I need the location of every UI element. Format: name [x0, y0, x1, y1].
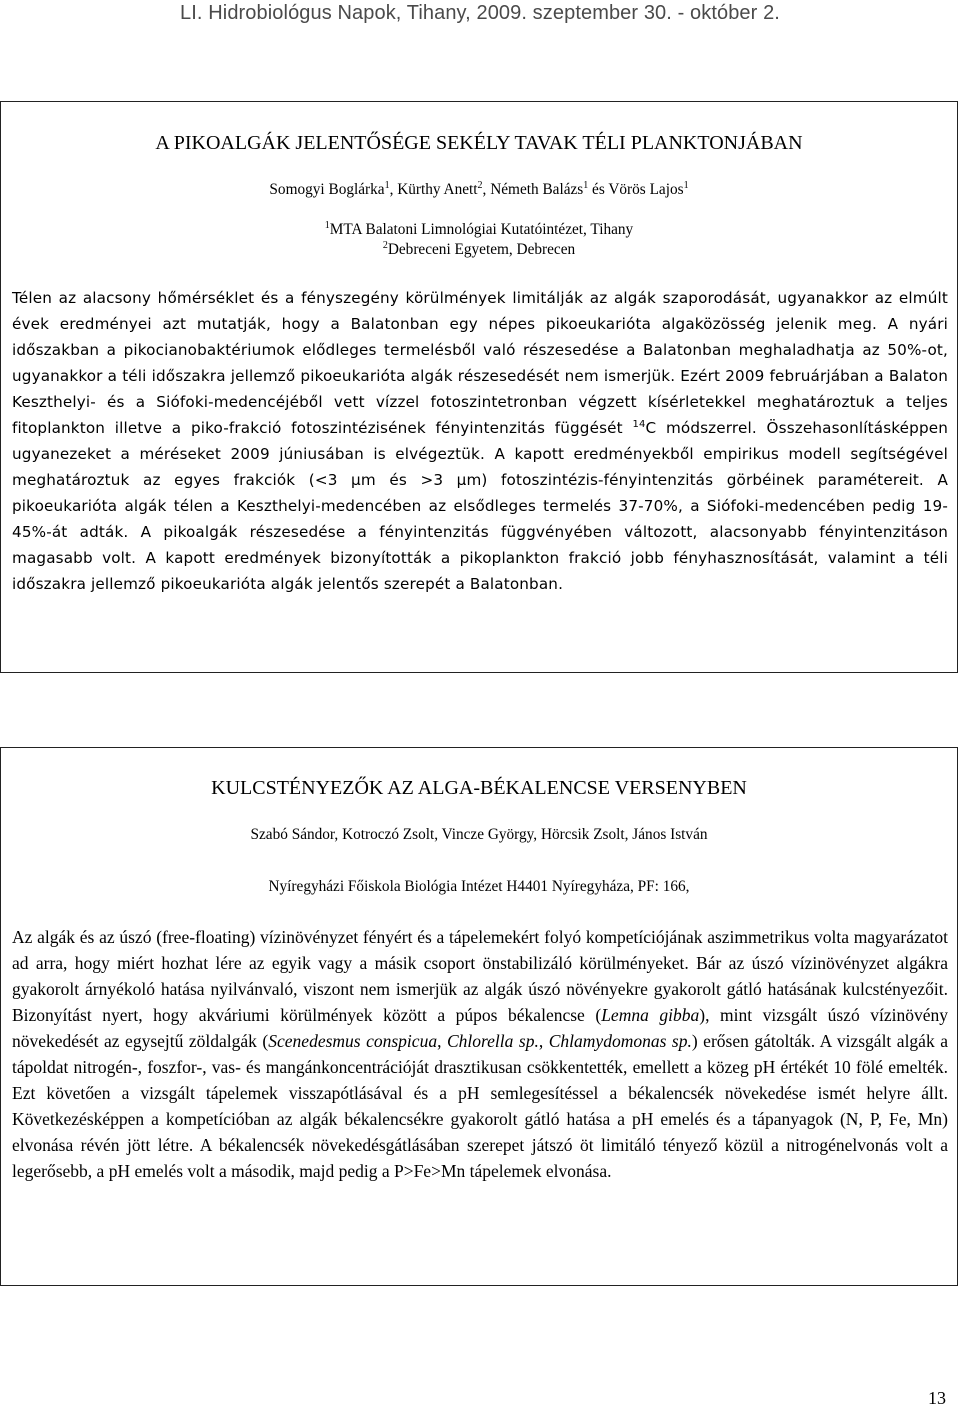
affiliation-marker: 2: [477, 179, 483, 191]
author: Németh Balázs: [490, 181, 584, 198]
abstract-title: KULCSTÉNYEZŐK AZ ALGA-BÉKALENCSE VERSENYBEN: [211, 777, 747, 799]
affiliation: Nyíregyházi Főiskola Biológia Intézet H4401 Nyíregyháza, PF: 166,: [268, 878, 690, 895]
affiliation-marker: 1: [583, 179, 589, 191]
affiliation-marker: 1: [384, 179, 390, 191]
abstract-text: ), mint vizsgált úszó vízinövény növekedését az egysejtű zöldalgák (: [12, 1005, 949, 1051]
author-list: [1, 181, 957, 199]
author-list: Szabó Sándor, Kotroczó Zsolt, Vincze György, Hörcsik Zsolt, János István: [250, 826, 708, 843]
abstract-body: [12, 285, 948, 597]
author-separator: ,: [389, 181, 398, 198]
author: Somogyi Boglárka: [269, 181, 385, 198]
abstract-body: [12, 924, 948, 1184]
abstract-text: ,: [538, 1031, 549, 1051]
abstract-title: A PIKOALGÁK JELENTŐSÉGE SEKÉLY TAVAK TÉLI PLANKTONJÁBAN: [155, 132, 803, 154]
affiliation-list: [1, 220, 957, 260]
abstract-text: ) erősen gátolták. A vizsgált algák a tápoldat nitrogén-, foszfor-, vas- és mangánkoncentrációját drasztikusan csökkentették, emellett a közeg pH értékét 10 fölé emelték. Ezt követően a vizsgált tápelemek visszapótlásával és a pH semlegesítéssel a békalencsék növekedése ismét helyre állt. Következésképpen a kompetícióban az algák békalencsékre gyakorolt gátló hatása a pH emelés és a tápanyagok (N, P, Fe, Mn) elvonása révén jött létre. A békalencsék növekedésgátlásában szerepet játszó öt limitáló tényező közül a nitrogénelvonás volt a legerősebb, a pH emelés volt a második, majd pedig a P>Fe>Mn tápelemek elvonása.: [12, 1031, 948, 1181]
author-separator: és: [588, 181, 609, 198]
isotope-superscript: 14: [632, 418, 646, 430]
abstract-box-2: [0, 747, 958, 1286]
affiliation-marker: 2: [382, 239, 388, 251]
affiliation-text: MTA Balatoni Limnológiai Kutatóintézet, Tihany: [329, 221, 634, 238]
species-name: Chlamydomonas sp.: [548, 1031, 692, 1051]
author-separator: ,: [482, 181, 491, 198]
affiliation: [1, 240, 957, 260]
author: Vörös Lajos: [608, 181, 684, 198]
species-name: Scenedesmus conspicua: [268, 1031, 438, 1051]
abstract-text: Az algák és az úszó (free-floating) vízinövényzet fényért és a tápelemekért folyó kompetíciójának aszimmetrikus volta magyarázatot ad arra, hogy miért hozhat lére az egyik vagy a másik csoport önstabilizáló körülményeket. Bár az úszó vízinövényzet algákra gyakorolt árnyékoló hatása nyilvánvaló, viszont nem ismerjük az algák úszó növényekre gyakorolt gátló hatásának kulcstényezőit. Bizonyítást nyert, hogy akváriumi körülmények között a púpos békalencse (: [12, 927, 948, 1025]
abstract-sentence: Összehasonlításképpen ugyanezeket a méréseket 2009 júniusában is elvégeztük. A kapott eredményekből empirikus modell segítségével meghatároztuk az egyes frakciók (<3 µm és >3 µm) fotoszintézis-fényintenzitás görbéinek paramétereit. A pikoeukarióta algák télen a Keszthelyi-medencében az elsődleges termelés 37-70%, a Siófoki-medencében pedig 19-45%-át adták. A pikoalgák részesedése a fényintenzitás függvényében változott, alacsonyabb fényintenzitáson magasabb volt. A kapott eredmények bizonyították a pikoplankton frakció jobb fényhasznosítását, valamint a téli időszakra jellemző pikoeukarióta algák jelentős szerepét a Balatonban.: [12, 419, 949, 593]
running-header: LI. Hidrobiológus Napok, Tihany, 2009. szeptember 30. - október 2.: [180, 2, 780, 24]
affiliation: [1, 220, 957, 240]
page-number: 13: [928, 1388, 946, 1408]
abstract-box-1: [0, 101, 958, 673]
abstract-sentence: Télen az alacsony hőmérséklet és a fényszegény körülmények limitálják az algák szaporodását, ugyanakkor az elmúlt évek eredményei azt mutatják, hogy a Balatonban egy népes pikoeukarióta algaközösség jelenik meg.: [12, 289, 948, 333]
species-name: Lemna gibba: [601, 1005, 700, 1025]
abstract-sentence: C módszerrel.: [645, 419, 757, 437]
species-name: Chlorella sp.: [446, 1031, 539, 1051]
affiliation-marker: 1: [683, 179, 689, 191]
abstract-text: ,: [437, 1031, 447, 1051]
affiliation-text: Debreceni Egyetem, Debrecen: [387, 241, 576, 258]
author: Kürthy Anett: [397, 181, 478, 198]
abstract-sentence: A nyári időszakban a pikocianobaktériumok elődleges termelésből való részesedése a Balatonban meghaladhatja az 50%-ot, ugyanakkor a téli időszakra jellemző pikoeukarióta algák részesedését nem ismerjük. Ezért 2009 februárjában a Balaton Keszthelyi- és a Siófoki-medencéjéből vett vízzel fotoszintetronban végzett kísérletekkel meghatároztuk a teljes fitoplankton illetve a piko-frakció fotoszintézisének fényintenzitás függését: [12, 315, 949, 437]
affiliation-marker: 1: [324, 219, 330, 231]
